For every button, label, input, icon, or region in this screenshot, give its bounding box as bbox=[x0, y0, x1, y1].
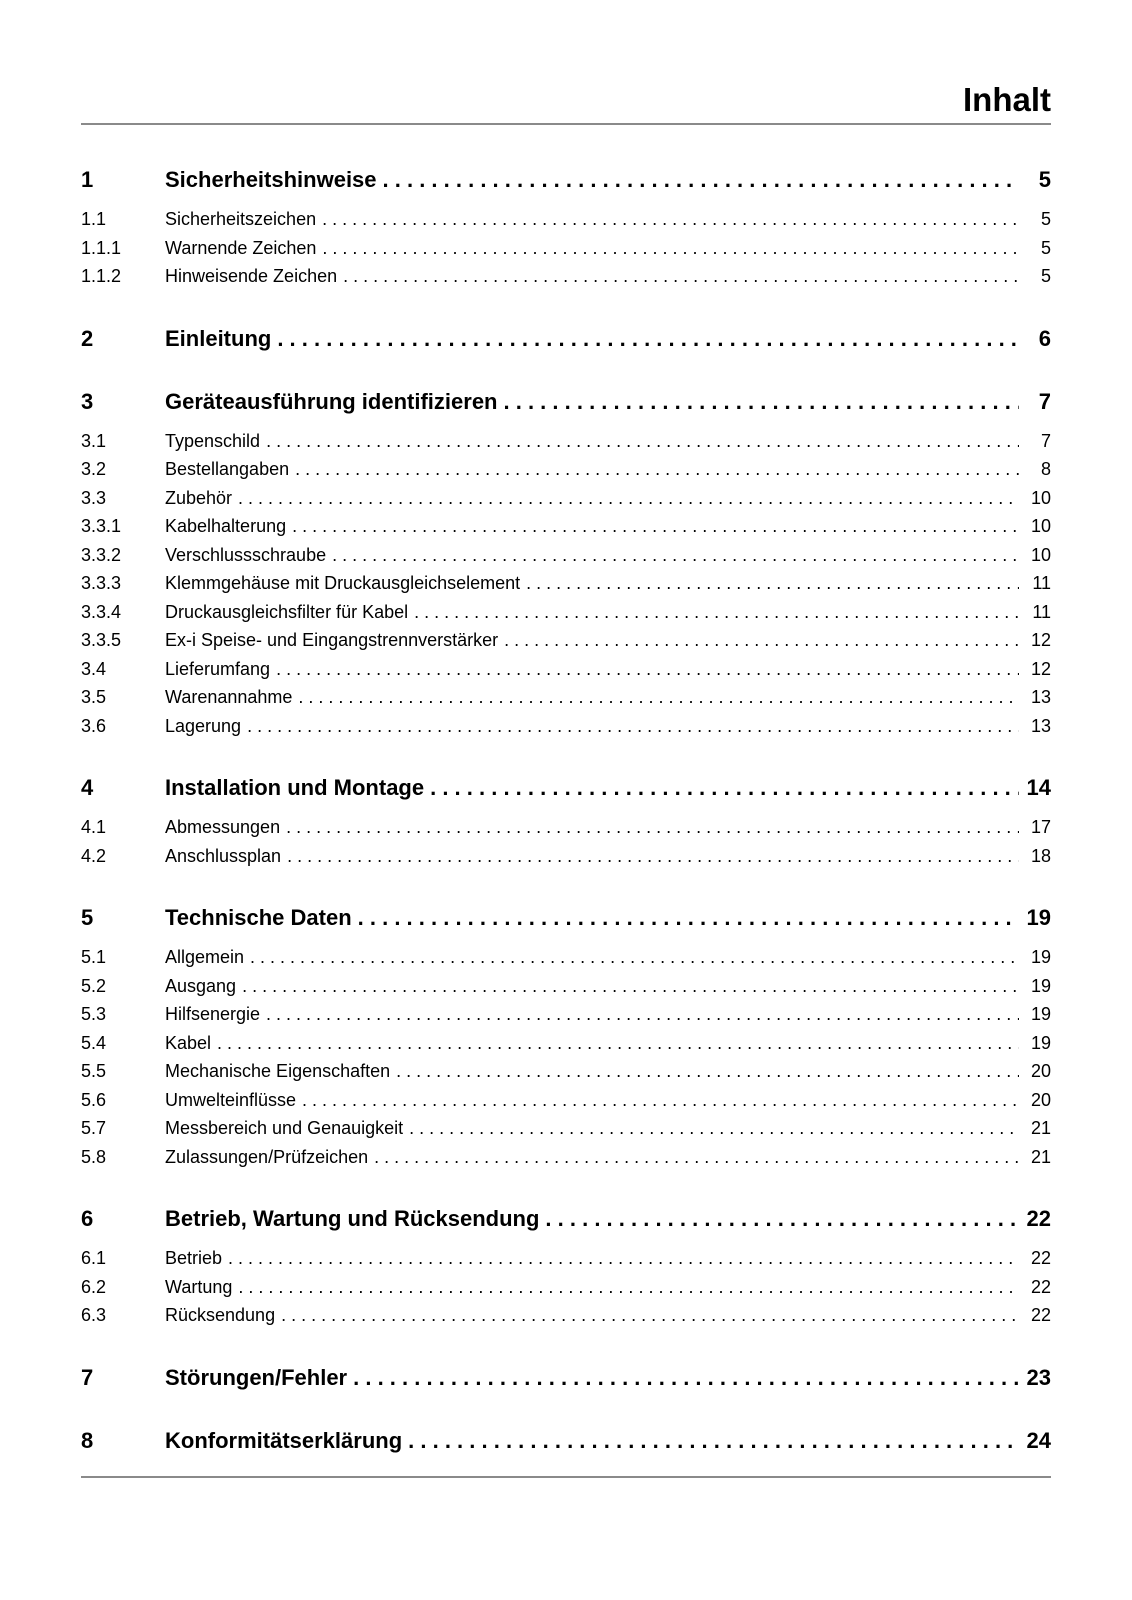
toc-entry-number: 4 bbox=[81, 775, 94, 800]
toc-dot-leader bbox=[408, 1426, 1019, 1456]
toc-entry-title: Verschlussschraube bbox=[165, 544, 327, 565]
toc-entry-page: 19 bbox=[1030, 975, 1051, 996]
toc-entry-title: Kabel bbox=[165, 1032, 212, 1053]
toc-entry-page: 10 bbox=[1030, 544, 1051, 565]
toc-entry-page: 21 bbox=[1030, 1146, 1051, 1167]
table-of-contents bbox=[81, 165, 1051, 1466]
toc-entry-page: 22 bbox=[1026, 1206, 1051, 1231]
toc-entry-page: 11 bbox=[1032, 601, 1051, 622]
toc-chapter-entry[interactable] bbox=[81, 773, 1051, 803]
toc-entry-title: Störungen/Fehler bbox=[165, 1364, 348, 1390]
toc-entry-title: Allgemein bbox=[165, 947, 245, 967]
toc-entry-number: 3.3.2 bbox=[81, 544, 122, 565]
toc-entry-number: 5.1 bbox=[81, 947, 107, 967]
toc-section-entry[interactable] bbox=[81, 1000, 1051, 1029]
toc-entry-title: Abmessungen bbox=[165, 817, 281, 837]
toc-section-entry[interactable] bbox=[81, 598, 1051, 627]
toc-entry-title: Zubehör bbox=[165, 487, 233, 508]
toc-entry-number: 3.6 bbox=[81, 715, 107, 736]
toc-section-entry[interactable] bbox=[81, 1114, 1051, 1143]
toc-entry-title: Konformitätserklärung bbox=[165, 1427, 403, 1453]
page-title: Inhalt bbox=[963, 81, 1051, 118]
toc-chapter-entry[interactable] bbox=[81, 1204, 1051, 1234]
toc-dot-leader bbox=[298, 683, 1019, 712]
toc-entry-number: 3.3.3 bbox=[81, 573, 122, 593]
toc-dot-leader bbox=[238, 1273, 1019, 1302]
toc-chapter-entry[interactable] bbox=[81, 387, 1051, 417]
toc-entry-number: 3.3.4 bbox=[81, 601, 122, 622]
toc-entry-title: Druckausgleichsfilter für Kabel bbox=[165, 601, 409, 622]
toc-entry-number: 6.2 bbox=[81, 1276, 107, 1297]
toc-section-entry[interactable] bbox=[81, 541, 1051, 570]
toc-dot-leader bbox=[430, 773, 1019, 803]
toc-entry-title: Ex-i Speise- und Eingangstrennverstärker bbox=[165, 630, 499, 650]
toc-entry-number: 2 bbox=[81, 325, 94, 351]
header-divider bbox=[81, 123, 1051, 125]
toc-entry-page: 5 bbox=[1040, 209, 1051, 229]
toc-section-entry[interactable] bbox=[81, 1244, 1051, 1273]
toc-entry-number: 6.1 bbox=[81, 1248, 107, 1268]
toc-dot-leader bbox=[545, 1204, 1019, 1234]
toc-dot-leader bbox=[353, 1363, 1019, 1393]
toc-dot-leader bbox=[277, 324, 1019, 354]
toc-entry-title: Sicherheitszeichen bbox=[165, 209, 317, 229]
toc-chapter-entry[interactable] bbox=[81, 903, 1051, 933]
toc-dot-leader bbox=[396, 1057, 1019, 1086]
toc-entry-title: Geräteausführung identifizieren bbox=[165, 388, 498, 414]
toc-dot-leader bbox=[250, 943, 1019, 972]
toc-entry-page: 10 bbox=[1030, 487, 1051, 508]
toc-dot-leader bbox=[414, 598, 1019, 627]
toc-entry-number: 6 bbox=[81, 1206, 94, 1231]
toc-dot-leader bbox=[242, 972, 1019, 1001]
toc-section-entry[interactable] bbox=[81, 1057, 1051, 1086]
toc-entry-title: Umwelteinflüsse bbox=[165, 1089, 297, 1110]
toc-entry-title: Kabelhalterung bbox=[165, 516, 287, 536]
toc-entry-title: Sicherheitshinweise bbox=[165, 167, 377, 192]
toc-dot-leader bbox=[295, 455, 1019, 484]
toc-section-entry[interactable] bbox=[81, 1143, 1051, 1172]
toc-section-entry[interactable] bbox=[81, 655, 1051, 684]
toc-entry-title: Messbereich und Genauigkeit bbox=[165, 1118, 404, 1138]
toc-dot-leader bbox=[287, 842, 1019, 871]
toc-entry-page: 23 bbox=[1026, 1364, 1051, 1390]
toc-section-entry[interactable] bbox=[81, 626, 1051, 655]
toc-section-entry[interactable] bbox=[81, 813, 1051, 842]
toc-entry-number: 5.2 bbox=[81, 975, 107, 996]
toc-entry-title: Typenschild bbox=[165, 430, 261, 451]
toc-entry-page: 14 bbox=[1026, 775, 1051, 800]
toc-section-entry[interactable] bbox=[81, 1029, 1051, 1058]
toc-entry-title: Warenannahme bbox=[165, 687, 293, 707]
toc-entry-page: 22 bbox=[1030, 1305, 1051, 1325]
toc-entry-number: 4.1 bbox=[81, 817, 107, 837]
toc-entry-number: 5.4 bbox=[81, 1032, 107, 1053]
toc-entry-number: 4.2 bbox=[81, 845, 107, 866]
toc-entry-title: Installation und Montage bbox=[165, 775, 425, 800]
toc-dot-leader bbox=[286, 813, 1019, 842]
toc-section-entry[interactable] bbox=[81, 262, 1051, 291]
toc-entry-title: Betrieb bbox=[165, 1248, 223, 1268]
toc-entry-page: 20 bbox=[1030, 1089, 1051, 1110]
toc-dot-leader bbox=[281, 1301, 1019, 1330]
toc-entry-number: 3.2 bbox=[81, 459, 107, 479]
toc-entry-number: 1.1 bbox=[81, 209, 107, 229]
toc-entry-title: Ausgang bbox=[165, 975, 237, 996]
toc-entry-page: 5 bbox=[1038, 167, 1051, 192]
toc-dot-leader bbox=[228, 1244, 1019, 1273]
toc-chapter-entry[interactable] bbox=[81, 165, 1051, 195]
toc-dot-leader bbox=[322, 205, 1019, 234]
toc-entry-title: Lagerung bbox=[165, 715, 242, 736]
toc-entry-number: 5.7 bbox=[81, 1118, 107, 1138]
toc-entry-title: Mechanische Eigenschaften bbox=[165, 1061, 391, 1081]
toc-section-entry[interactable] bbox=[81, 712, 1051, 741]
toc-entry-page: 7 bbox=[1040, 430, 1051, 451]
toc-dot-leader bbox=[504, 387, 1020, 417]
toc-entry-page: 13 bbox=[1030, 687, 1051, 707]
toc-dot-leader bbox=[526, 569, 1019, 598]
toc-section-entry[interactable] bbox=[81, 972, 1051, 1001]
toc-entry-number: 3.1 bbox=[81, 430, 107, 451]
toc-entry-page: 18 bbox=[1030, 845, 1051, 866]
toc-entry-page: 22 bbox=[1030, 1248, 1051, 1268]
toc-section-entry[interactable] bbox=[81, 1301, 1051, 1330]
toc-entry-page: 19 bbox=[1026, 905, 1051, 930]
toc-entry-title: Technische Daten bbox=[165, 905, 352, 930]
toc-section-entry[interactable] bbox=[81, 234, 1051, 263]
toc-entry-title: Hinweisende Zeichen bbox=[165, 266, 338, 286]
toc-entry-number: 5.8 bbox=[81, 1146, 107, 1167]
toc-chapter-entry[interactable] bbox=[81, 1426, 1051, 1456]
toc-chapter-entry[interactable] bbox=[81, 1363, 1051, 1393]
toc-dot-leader bbox=[238, 484, 1019, 513]
toc-entry-title: Einleitung bbox=[165, 325, 272, 351]
toc-section-entry[interactable] bbox=[81, 569, 1051, 598]
toc-dot-leader bbox=[217, 1029, 1019, 1058]
toc-entry-number: 1.1.1 bbox=[81, 237, 122, 258]
toc-dot-leader bbox=[266, 1000, 1019, 1029]
toc-entry-number: 1 bbox=[81, 167, 94, 192]
toc-entry-number: 3.3.5 bbox=[81, 630, 122, 650]
toc-entry-page: 22 bbox=[1030, 1276, 1051, 1297]
toc-section-entry[interactable] bbox=[81, 683, 1051, 712]
toc-dot-leader bbox=[276, 655, 1019, 684]
toc-entry-page: 17 bbox=[1030, 817, 1051, 837]
toc-dot-leader bbox=[332, 541, 1019, 570]
toc-chapter-entry[interactable] bbox=[81, 324, 1051, 354]
toc-entry-page: 8 bbox=[1040, 459, 1051, 479]
toc-entry-number: 3.4 bbox=[81, 658, 107, 679]
toc-entry-number: 5.3 bbox=[81, 1004, 107, 1024]
toc-dot-leader bbox=[343, 262, 1019, 291]
toc-entry-page: 24 bbox=[1026, 1427, 1051, 1453]
toc-entry-page: 19 bbox=[1030, 1004, 1051, 1024]
toc-dot-leader bbox=[504, 626, 1019, 655]
toc-dot-leader bbox=[409, 1114, 1019, 1143]
toc-section-entry[interactable] bbox=[81, 455, 1051, 484]
toc-entry-page: 13 bbox=[1030, 715, 1051, 736]
toc-entry-number: 1.1.2 bbox=[81, 266, 122, 286]
toc-entry-page: 21 bbox=[1030, 1118, 1051, 1138]
toc-dot-leader bbox=[322, 234, 1019, 263]
toc-dot-leader bbox=[266, 427, 1019, 456]
toc-entry-page: 12 bbox=[1030, 658, 1051, 679]
toc-entry-number: 3.3.1 bbox=[81, 516, 122, 536]
toc-entry-page: 19 bbox=[1030, 947, 1051, 967]
toc-entry-title: Lieferumfang bbox=[165, 658, 271, 679]
toc-dot-leader bbox=[374, 1143, 1019, 1172]
toc-entry-page: 5 bbox=[1040, 266, 1051, 286]
toc-dot-leader bbox=[302, 1086, 1019, 1115]
toc-section-entry[interactable] bbox=[81, 1086, 1051, 1115]
toc-entry-title: Wartung bbox=[165, 1276, 233, 1297]
toc-section-entry[interactable] bbox=[81, 842, 1051, 871]
footer-divider bbox=[81, 1476, 1051, 1478]
toc-dot-leader bbox=[358, 903, 1019, 933]
toc-entry-number: 8 bbox=[81, 1427, 94, 1453]
toc-entry-number: 6.3 bbox=[81, 1305, 107, 1325]
toc-entry-number: 5.5 bbox=[81, 1061, 107, 1081]
toc-entry-title: Anschlussplan bbox=[165, 845, 282, 866]
toc-entry-number: 7 bbox=[81, 1364, 94, 1390]
toc-section-entry[interactable] bbox=[81, 512, 1051, 541]
toc-entry-page: 5 bbox=[1040, 237, 1051, 258]
toc-entry-page: 6 bbox=[1038, 325, 1051, 351]
toc-section-entry[interactable] bbox=[81, 943, 1051, 972]
toc-entry-page: 7 bbox=[1038, 388, 1051, 414]
toc-entry-number: 3.5 bbox=[81, 687, 107, 707]
toc-entry-number: 3.3 bbox=[81, 487, 107, 508]
toc-entry-title: Hilfsenergie bbox=[165, 1004, 261, 1024]
toc-entry-title: Zulassungen/Prüfzeichen bbox=[165, 1146, 369, 1167]
toc-section-entry[interactable] bbox=[81, 205, 1051, 234]
toc-section-entry[interactable] bbox=[81, 427, 1051, 456]
toc-entry-title: Bestellangaben bbox=[165, 459, 290, 479]
toc-entry-title: Klemmgehäuse mit Druckausgleichselement bbox=[165, 573, 521, 593]
toc-section-entry[interactable] bbox=[81, 484, 1051, 513]
toc-entry-number: 5 bbox=[81, 905, 94, 930]
toc-section-entry[interactable] bbox=[81, 1273, 1051, 1302]
toc-entry-page: 10 bbox=[1030, 516, 1051, 536]
toc-entry-title: Betrieb, Wartung und Rücksendung bbox=[165, 1206, 540, 1231]
toc-entry-title: Warnende Zeichen bbox=[165, 237, 317, 258]
toc-entry-number: 3 bbox=[81, 388, 94, 414]
toc-entry-page: 12 bbox=[1030, 630, 1051, 650]
toc-entry-page: 19 bbox=[1030, 1032, 1051, 1053]
toc-dot-leader bbox=[383, 165, 1019, 195]
toc-entry-title: Rücksendung bbox=[165, 1305, 276, 1325]
toc-dot-leader bbox=[292, 512, 1019, 541]
toc-dot-leader bbox=[247, 712, 1019, 741]
toc-entry-number: 5.6 bbox=[81, 1089, 107, 1110]
toc-entry-page: 20 bbox=[1030, 1061, 1051, 1081]
toc-entry-page: 11 bbox=[1032, 573, 1051, 593]
